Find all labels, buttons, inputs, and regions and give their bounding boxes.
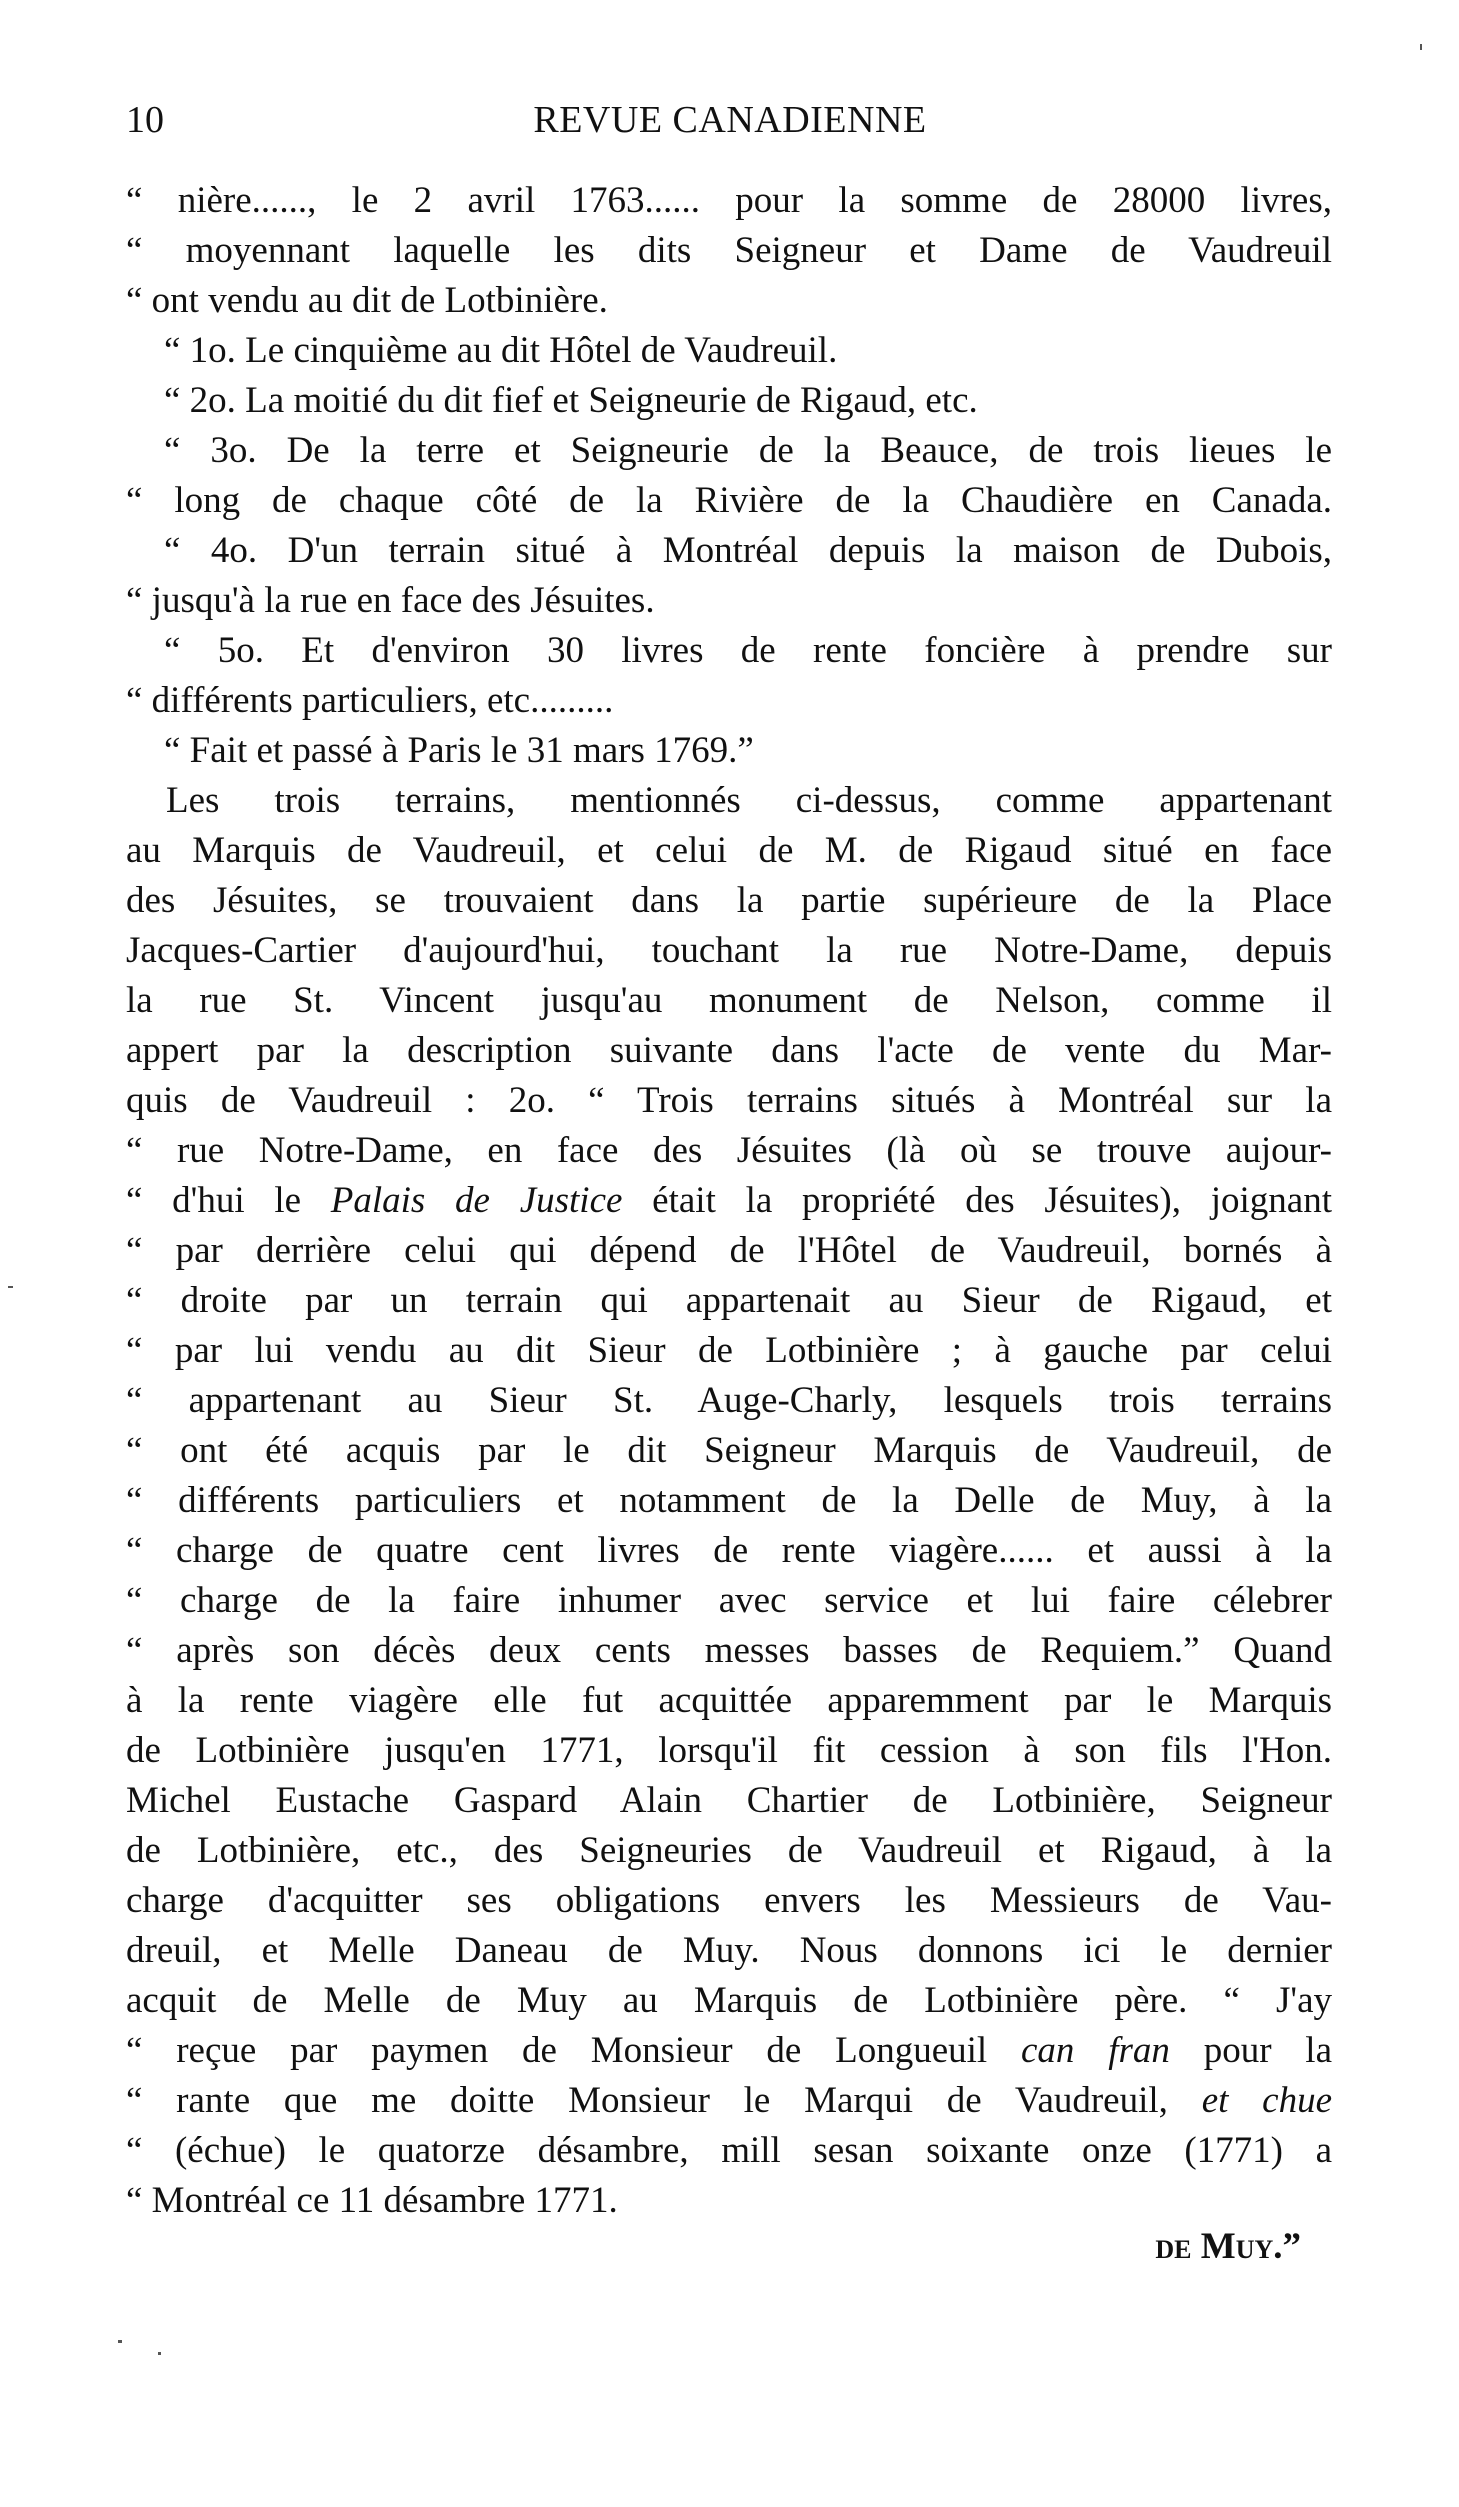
text-line: dreuil, et Melle Daneau de Muy. Nous donnons ici le dernier	[126, 1930, 1332, 1971]
text-line: “ rue Notre-Dame, en face des Jésuites (là où se trouve aujour-	[126, 1130, 1332, 1171]
text-line: Les trois terrains, mentionnés ci-dessus, comme appartenant	[166, 780, 1332, 821]
text-line: des Jésuites, se trouvaient dans la partie supérieure de la Place	[126, 880, 1332, 921]
body-text	[126, 176, 1332, 2226]
text-fragment: “ reçue par paymen de Monsieur de Longueuil	[126, 2030, 988, 2071]
margin-speck	[158, 2352, 161, 2355]
text-line: Jacques-Cartier d'aujourd'hui, touchant la rue Notre-Dame, depuis	[126, 930, 1332, 971]
text-line: “ différents particuliers, etc.........	[126, 680, 614, 721]
text-line: “ droite par un terrain qui appartenait au Sieur de Rigaud, et	[126, 1280, 1332, 1321]
text-line: “ long de chaque côté de la Rivière de la Chaudière en Canada.	[126, 480, 1332, 521]
text-line: appert par la description suivante dans l'acte de vente du Mar-	[126, 1030, 1332, 1071]
text-line: “ appartenant au Sieur St. Auge-Charly, lesquels trois terrains	[126, 1380, 1332, 1421]
text-line: acquit de Melle de Muy au Marquis de Lotbinière père. “ J'ay	[126, 1980, 1332, 2021]
text-line: “ Fait et passé à Paris le 31 mars 1769.”	[164, 730, 754, 771]
text-line: au Marquis de Vaudreuil, et celui de M. de Rigaud situé en face	[126, 830, 1332, 871]
margin-speck	[118, 2340, 122, 2343]
text-line: Michel Eustache Gaspard Alain Chartier de Lotbinière, Seigneur	[126, 1780, 1332, 1821]
text-line: “ Montréal ce 11 désambre 1771.	[126, 2180, 618, 2221]
text-line: “ 4o. D'un terrain situé à Montréal depuis la maison de Dubois,	[164, 530, 1332, 571]
text-line: “ charge de quatre cent livres de rente viagère...... et aussi à la	[126, 1530, 1332, 1571]
text-line: la rue St. Vincent jusqu'au monument de Nelson, comme il	[126, 980, 1332, 1021]
text-line: “ jusqu'à la rue en face des Jésuites.	[126, 580, 655, 621]
running-title: REVUE CANADIENNE	[533, 99, 927, 141]
text-line: “ différents particuliers et notamment de la Delle de Muy, à la	[126, 1480, 1332, 1521]
text-line: “ par derrière celui qui dépend de l'Hôtel de Vaudreuil, bornés à	[126, 1230, 1332, 1271]
page-number: 10	[126, 99, 164, 141]
text-line: “ moyennant laquelle les dits Seigneur et Dame de Vaudreuil	[126, 230, 1332, 271]
text-line: quis de Vaudreuil : 2o. “ Trois terrains situés à Montréal sur la	[126, 1080, 1332, 1121]
text-line: “ après son décès deux cents messes basses de Requiem.” Quand	[126, 1630, 1332, 1671]
text-line: de Lotbinière, etc., des Seigneuries de Vaudreuil et Rigaud, à la	[126, 1830, 1332, 1871]
text-line: “ ont été acquis par le dit Seigneur Marquis de Vaudreuil, de	[126, 1430, 1332, 1471]
text-line: “ 3o. De la terre et Seigneurie de la Beauce, de trois lieues le	[164, 430, 1332, 471]
text-line: “ ont vendu au dit de Lotbinière.	[126, 280, 608, 321]
italic-term: et chue	[1201, 2080, 1332, 2121]
text-line: “ (échue) le quatorze désambre, mill sesan soixante onze (1771) a	[126, 2130, 1332, 2171]
text-line: “ nière......, le 2 avril 1763...... pour la somme de 28000 livres,	[126, 180, 1332, 221]
text-line: “ 1o. Le cinquième au dit Hôtel de Vaudreuil.	[164, 330, 838, 371]
text-line: à la rente viagère elle fut acquittée apparemment par le Marquis	[126, 1680, 1332, 1721]
margin-speck	[1420, 44, 1422, 50]
text-line	[126, 2076, 1332, 2126]
text-fragment: “ d'hui le	[126, 1180, 302, 1221]
signature: de Muy.”	[1155, 2226, 1301, 2267]
text-line: “ 5o. Et d'environ 30 livres de rente foncière à prendre sur	[164, 630, 1332, 671]
margin-speck	[8, 1286, 13, 1288]
text-line	[126, 2026, 1332, 2076]
text-line: charge d'acquitter ses obligations envers les Messieurs de Vau-	[126, 1880, 1332, 1921]
italic-term: Palais de Justice	[330, 1180, 623, 1221]
italic-term: can fran	[1020, 2030, 1170, 2071]
text-line: “ 2o. La moitié du dit fief et Seigneurie de Rigaud, etc.	[164, 380, 978, 421]
text-line	[126, 1176, 1332, 1226]
text-fragment: pour la	[1203, 2030, 1333, 2071]
text-fragment: était la propriété des Jésuites), joignant	[652, 1180, 1332, 1221]
text-line: de Lotbinière jusqu'en 1771, lorsqu'il fit cession à son fils l'Hon.	[126, 1730, 1332, 1771]
text-fragment: “ rante que me doitte Monsieur le Marqui de Vaudreuil,	[126, 2080, 1168, 2121]
text-line: “ charge de la faire inhumer avec service et lui faire célebrer	[126, 1580, 1332, 1621]
text-line: “ par lui vendu au dit Sieur de Lotbinière ; à gauche par celui	[126, 1330, 1332, 1371]
